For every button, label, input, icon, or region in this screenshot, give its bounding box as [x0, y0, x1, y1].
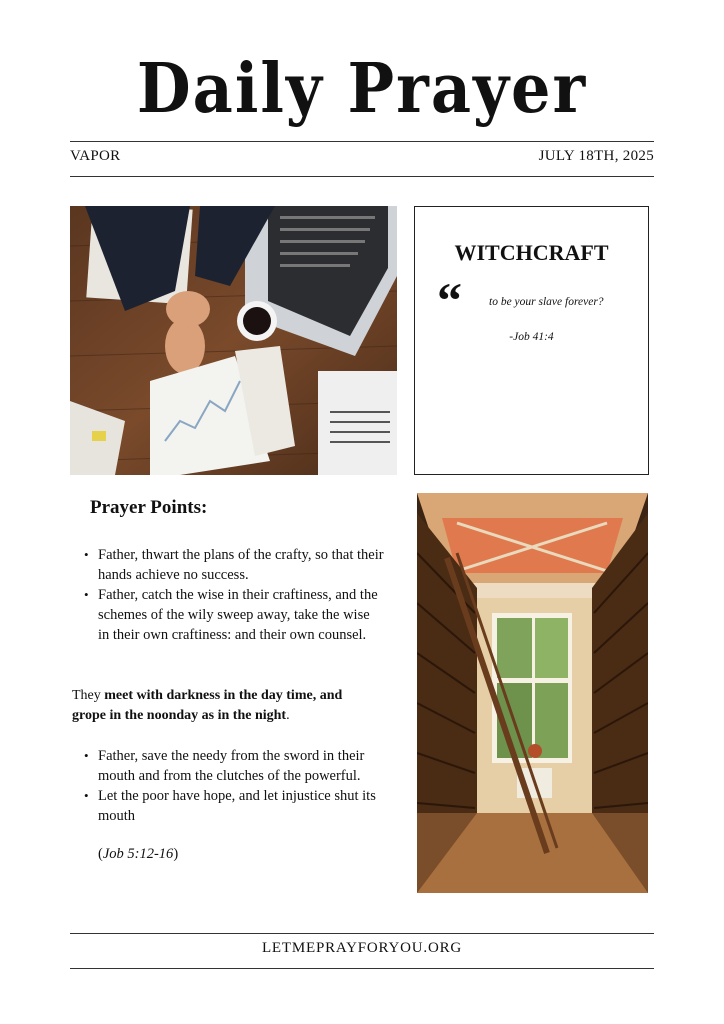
prayer-points-list-2 — [84, 746, 384, 826]
quote-text: to be your slave forever? — [489, 296, 604, 308]
scripture-paragraph — [72, 686, 372, 726]
quote-heading: WITCHCRAFT — [454, 240, 609, 265]
library-photo — [417, 493, 648, 893]
citation-open: ( — [98, 846, 103, 862]
footer-rule-bottom — [70, 968, 654, 969]
list-item: • Father, catch the wise in their craftiness, and the schemes of the wily sweep away, take the wise in their own craftiness: and their own counsel. — [84, 585, 384, 645]
quote-reference: -Job 41:4 — [509, 331, 554, 343]
prayer-points-heading: Prayer Points: — [90, 497, 208, 518]
date-label: JULY 18TH, 2025 — [538, 148, 654, 164]
citation-ref: Job 5:12-16 — [102, 846, 174, 862]
source-label: VAPOR — [70, 148, 121, 164]
scripture-citation — [98, 846, 178, 863]
footer-website: LETMEPRAYFORYOU.ORG — [261, 940, 463, 956]
list-item: • Let the poor have hope, and let injustice shut its mouth — [84, 786, 384, 826]
citation-close: ) — [173, 846, 179, 862]
quote-mark-icon: “ — [437, 272, 462, 328]
list-item: • Father, thwart the plans of the crafty, so that their hands achieve no success. — [84, 545, 384, 585]
list-item: • Father, save the needy from the sword in their mouth and from the clutches of the powerful. — [84, 746, 384, 786]
quote-box — [414, 206, 649, 475]
office-desk-photo — [70, 206, 397, 475]
masthead-title: Daily Prayer — [136, 48, 588, 129]
prayer-points-list-1 — [84, 545, 384, 645]
paragraph-suffix: . — [286, 708, 290, 723]
paragraph-prefix: They — [72, 688, 105, 703]
header-rule-bottom — [70, 176, 654, 177]
header-rule-top — [70, 141, 654, 142]
paragraph-bold: meet with darkness in the day time, and grope in the noonday as in the night — [72, 688, 343, 723]
footer-rule-top — [70, 933, 654, 934]
